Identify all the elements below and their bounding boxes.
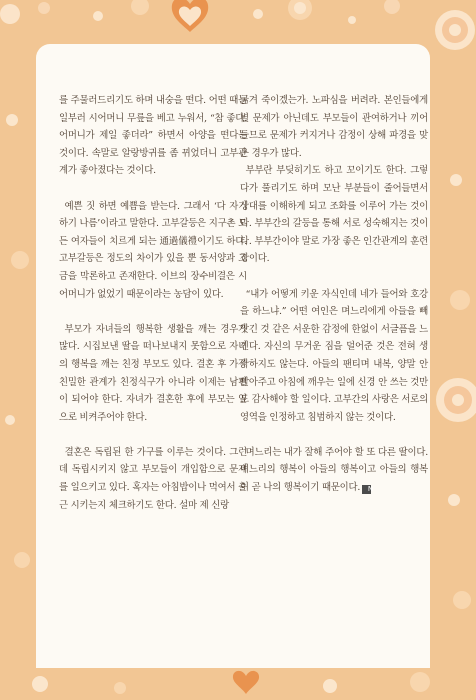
article-paragraph-final bbox=[240, 444, 428, 497]
article-paragraph: 굶겨 죽이겠는가. 노파심을 버려라. 본인들에게 별 문제가 아닌데도 부모들이 관여하거나 끼어들므로 문제가 커지거나 감정이 상해 파경을 맞은 경우가 많다. bbox=[240, 95, 428, 159]
floral-ornament-left bbox=[0, 0, 36, 700]
article-paragraph: 를 주물러드리기도 하며 내숭을 떤다. 어떤 때는 일부러 시어머니 무릎을 베고 누워서, “참 좋다. 어머니가 제일 좋더라” 하면서 아양을 떤다는 것이다. 속말로 알랑방귀를 좀 뀌었더니 고부관계가 좋아졌다는 것이다. bbox=[59, 95, 247, 177]
end-of-article-mark: N bbox=[362, 485, 371, 494]
article-paragraph: 부부란 부딪히기도 하고 꼬이기도 한다. 그렇다가 풀리기도 하며 모난 부분들이 줄어들면서 상대를 이해하게 되고 조화를 이루어 가는 것이다. 부부간의 갈등을 통해 서로 성숙해지는 것이다. 부부간이야 말로 가장 좋은 인간관계의 훈련장이다. bbox=[240, 165, 428, 265]
article-paragraph-text: 며느리는 내가 잘해 주어야 할 또 다른 딸이다. 며느리의 행복이 아들의 행복이고 아들의 행복이 곧 나의 행복이기 때문이다. bbox=[240, 446, 428, 494]
article-column-left bbox=[59, 92, 247, 514]
article-paragraph: “내가 어떻게 키운 자식인데 네가 들어와 호강을 하느냐.” 어떤 여인은 며느리에게 아들을 빼앗긴 것 같은 서운한 감정에 한없이 서글픔을 느낀다. 자신의 무거운 짐을 덜어준 것은 전혀 생각하지도 않는다. 아들의 팬티며 내복, 양말 안 빨아주고 아침에 깨우는 일에 신경 안 쓰는 것만도 감사해야 할 일이다. 고부간의 사랑은 서로의 영역을 인정하고 침범하지 않는 것이다. bbox=[240, 288, 428, 423]
article-paragraph: 결혼은 독립된 한 가구를 이루는 것이다. 그런데 독립시키지 않고 부모들이 개입함으로 문제를 일으키고 있다. 혹자는 아침밥이나 먹여서 출근 시키는지 체크하기도 한다. 설마 제 신랑 bbox=[59, 446, 247, 511]
floral-ornament-bottom bbox=[0, 668, 476, 700]
article-column-right bbox=[240, 92, 428, 497]
article-paragraph: 부모가 자녀들의 행복한 생활을 깨는 경우가 많다. 시집보낸 딸을 떠나보내지 못함으로 자녀의 행복을 깨는 친정 부모도 있다. 결혼 후 가장 친밀한 관계가 친정식구가 아니라 이제는 남편이 되어야 한다. 자녀가 결혼한 후에 부모는 옆으로 비켜주어야 한다. bbox=[59, 323, 247, 423]
floral-ornament-right bbox=[430, 0, 476, 700]
article-paragraph: 예쁜 짓 하면 예쁨을 받는다. 그래서 ‘다 자기 하기 나름’이라고 말한다. 고부갈등은 지구촌 모든 여자들이 치르게 되는 通過儀禮이기도 하다. 고부갈등은 정도의 차이가 있을 뿐 동서양과 고금을 막론하고 존재한다. 이브의 장수비결은 시어머니가 없었기 때문이라는 농담이 있다. bbox=[59, 200, 247, 300]
